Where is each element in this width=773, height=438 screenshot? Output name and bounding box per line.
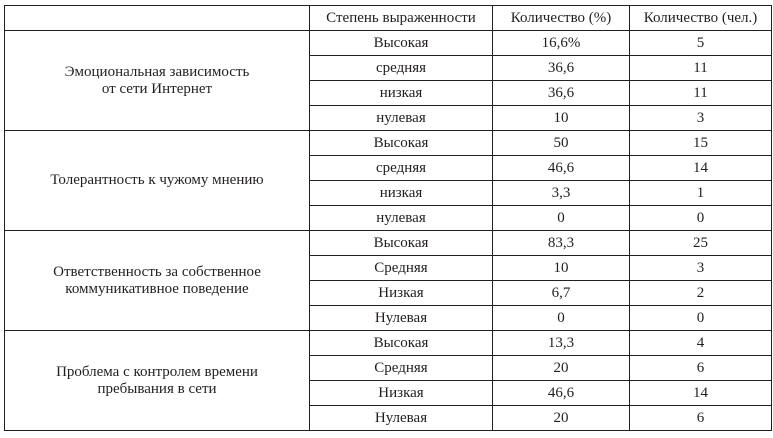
level-cell: низкая xyxy=(310,81,493,106)
header-cell-level: Степень выраженности xyxy=(310,6,493,31)
percent-cell: 10 xyxy=(493,106,630,131)
percent-cell: 20 xyxy=(493,356,630,381)
people-cell: 11 xyxy=(630,56,772,81)
percent-cell: 50 xyxy=(493,131,630,156)
level-cell: Низкая xyxy=(310,281,493,306)
level-cell: Средняя xyxy=(310,356,493,381)
level-cell: низкая xyxy=(310,181,493,206)
level-cell: Высокая xyxy=(310,231,493,256)
percent-cell: 0 xyxy=(493,206,630,231)
header-cell-people: Количество (чел.) xyxy=(630,6,772,31)
people-cell: 15 xyxy=(630,131,772,156)
percent-cell: 46,6 xyxy=(493,156,630,181)
level-cell: средняя xyxy=(310,56,493,81)
people-cell: 14 xyxy=(630,156,772,181)
people-cell: 4 xyxy=(630,331,772,356)
people-cell: 25 xyxy=(630,231,772,256)
percent-cell: 10 xyxy=(493,256,630,281)
table-body xyxy=(5,31,772,431)
criterion-label-line: Ответственность за собственное xyxy=(53,263,261,280)
level-cell: Нулевая xyxy=(310,306,493,331)
level-cell: Средняя xyxy=(310,256,493,281)
table-header xyxy=(5,6,772,31)
table-row xyxy=(5,331,772,356)
people-cell: 6 xyxy=(630,356,772,381)
percent-cell: 0 xyxy=(493,306,630,331)
table-row xyxy=(5,31,772,56)
criterion-label-line: Толерантность к чужому мнению xyxy=(50,172,264,188)
percent-cell: 36,6 xyxy=(493,81,630,106)
criterion-label-line: от сети Интернет xyxy=(101,80,213,97)
people-cell: 3 xyxy=(630,106,772,131)
people-cell: 11 xyxy=(630,81,772,106)
percent-cell: 3,3 xyxy=(493,181,630,206)
results-table xyxy=(4,5,772,431)
percent-cell: 83,3 xyxy=(493,231,630,256)
criterion-cell xyxy=(5,231,310,331)
people-cell: 3 xyxy=(630,256,772,281)
level-cell: Низкая xyxy=(310,381,493,406)
level-cell: нулевая xyxy=(310,206,493,231)
level-cell: Нулевая xyxy=(310,406,493,431)
criterion-cell xyxy=(5,131,310,231)
percent-cell: 36,6 xyxy=(493,56,630,81)
percent-cell: 13,3 xyxy=(493,331,630,356)
people-cell: 0 xyxy=(630,206,772,231)
criterion-label-line: коммуникативное поведение xyxy=(65,280,249,297)
criterion-label-line: Проблема с контролем времени xyxy=(56,363,258,380)
criterion-label-line: пребывания в сети xyxy=(97,380,217,397)
header-cell-criterion xyxy=(5,6,310,31)
table-row xyxy=(5,231,772,256)
percent-cell: 16,6% xyxy=(493,31,630,56)
level-cell: Высокая xyxy=(310,331,493,356)
criterion-cell xyxy=(5,31,310,131)
header-row xyxy=(5,6,772,31)
people-cell: 2 xyxy=(630,281,772,306)
people-cell: 6 xyxy=(630,406,772,431)
people-cell: 1 xyxy=(630,181,772,206)
level-cell: Высокая xyxy=(310,131,493,156)
percent-cell: 20 xyxy=(493,406,630,431)
table-row xyxy=(5,131,772,156)
level-cell: средняя xyxy=(310,156,493,181)
criterion-cell xyxy=(5,331,310,431)
header-cell-percent: Количество (%) xyxy=(493,6,630,31)
percent-cell: 6,7 xyxy=(493,281,630,306)
level-cell: нулевая xyxy=(310,106,493,131)
criterion-label-line: Эмоциональная зависимость xyxy=(64,63,250,80)
level-cell: Высокая xyxy=(310,31,493,56)
people-cell: 5 xyxy=(630,31,772,56)
percent-cell: 46,6 xyxy=(493,381,630,406)
people-cell: 14 xyxy=(630,381,772,406)
people-cell: 0 xyxy=(630,306,772,331)
